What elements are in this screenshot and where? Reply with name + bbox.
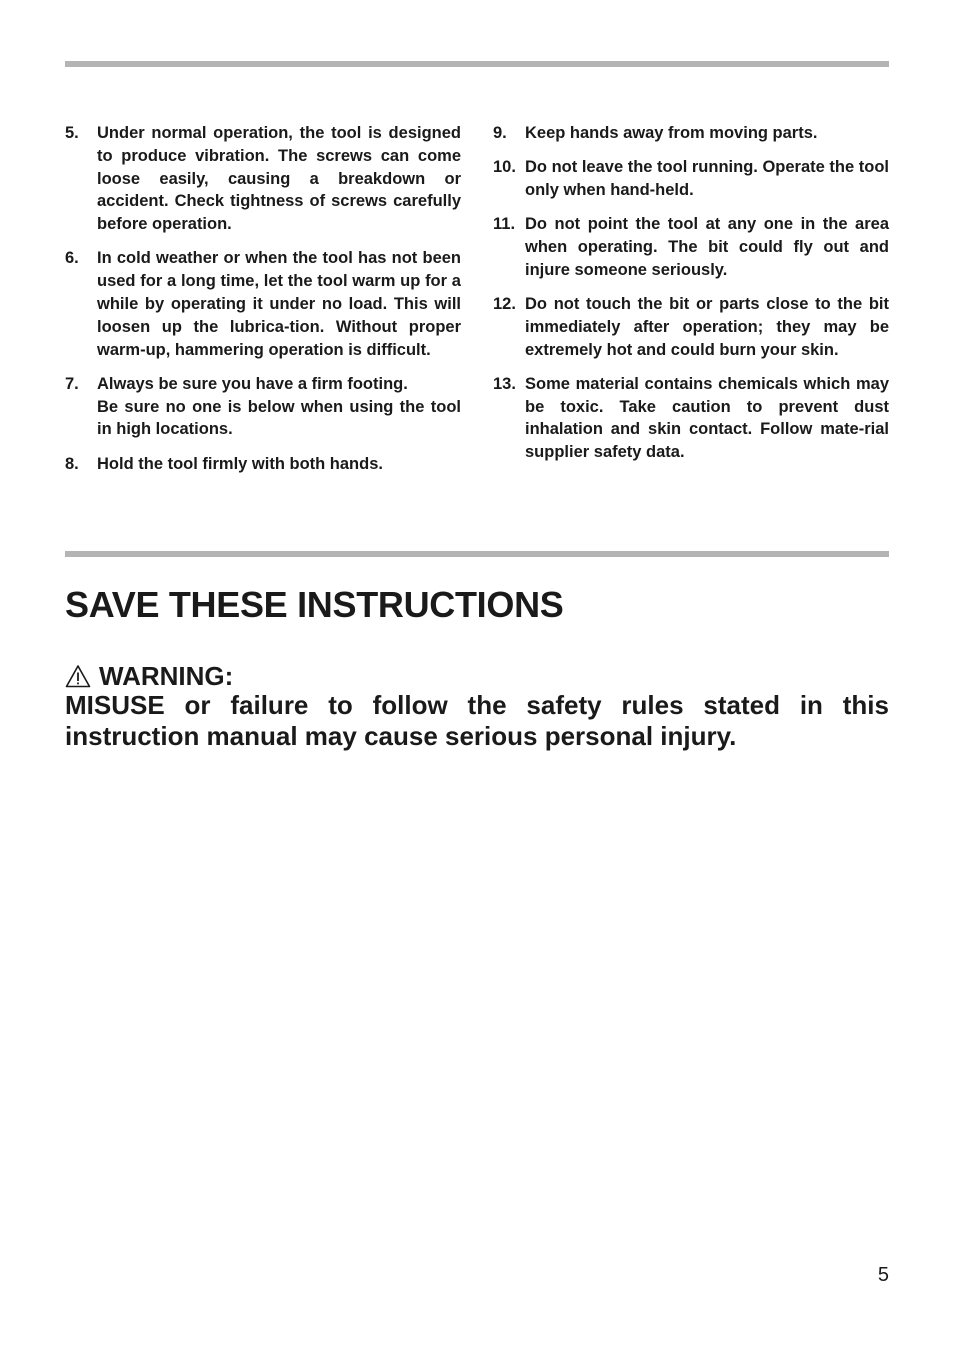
section-divider: [65, 551, 889, 557]
rule-text: Keep hands away from moving parts.: [525, 124, 818, 142]
rule-number: 6.: [65, 249, 79, 268]
rule-text: Under normal operation, the tool is designed to produce vibration. The screws can come loose easily, causing a breakdown or accident. Check tightness of screws carefully before operation.: [97, 124, 461, 234]
rule-number: 5.: [65, 124, 79, 142]
safety-rule-12: [493, 293, 889, 361]
rule-text: Hold the tool firmly with both hands.: [97, 454, 383, 473]
safety-rule-10: [493, 156, 889, 202]
safety-rule-7: [65, 373, 461, 441]
warning-label: [65, 660, 233, 692]
rule-number: 10.: [493, 158, 516, 177]
rule-text: Do not touch the bit or parts close to the bit immediately after operation; they may be extremely hot and could burn your skin.: [525, 294, 889, 359]
warning-text: MISUSE or failure to follow the safety rules stated in this instruction manual may cause serious personal injury.: [65, 690, 889, 751]
rule-text: In cold weather or when the tool has not been used for a long time, let the tool warm up for a while by operating it under no load. This will loosen up the lubrica-tion. Without proper warm-up, hammering operation is difficult.: [97, 249, 461, 359]
rule-text-group: [97, 373, 461, 441]
rule-text: Some material contains chemicals which may be toxic. Take caution to prevent dust inhalation and skin contact. Follow mate-rial supplier safety data.: [525, 374, 889, 462]
rule-number: 8.: [65, 454, 79, 473]
safety-rule-6: [65, 247, 461, 361]
safety-rules-left-column: [65, 122, 461, 487]
rule-number: 9.: [493, 124, 507, 142]
page-number: 5: [877, 1264, 889, 1286]
rule-number: 12.: [493, 294, 516, 313]
safety-rules-right-column: [493, 122, 889, 475]
page-title: SAVE THESE INSTRUCTIONS: [65, 584, 564, 625]
rule-number: 13.: [493, 374, 516, 393]
rule-text-continued: Be sure no one is below when using the tool in high locations.: [97, 397, 461, 439]
safety-rule-8: [65, 453, 461, 476]
safety-rule-5: [65, 122, 461, 236]
top-divider: [65, 61, 889, 67]
rule-text: Always be sure you have a firm footing.: [97, 374, 408, 393]
rule-number: 7.: [65, 374, 79, 393]
warning-triangle-icon: [65, 664, 91, 688]
rule-text: Do not point the tool at any one in the area when operating. The bit could fly out and injure someone seriously.: [525, 215, 889, 279]
rule-text: Do not leave the tool running. Operate the tool only when hand-held.: [525, 158, 889, 199]
safety-rule-13: [493, 373, 889, 464]
safety-rule-11: [493, 213, 889, 281]
warning-label-text: WARNING:: [99, 661, 234, 691]
safety-rule-9: [493, 122, 889, 145]
rule-number: 11.: [493, 215, 516, 234]
